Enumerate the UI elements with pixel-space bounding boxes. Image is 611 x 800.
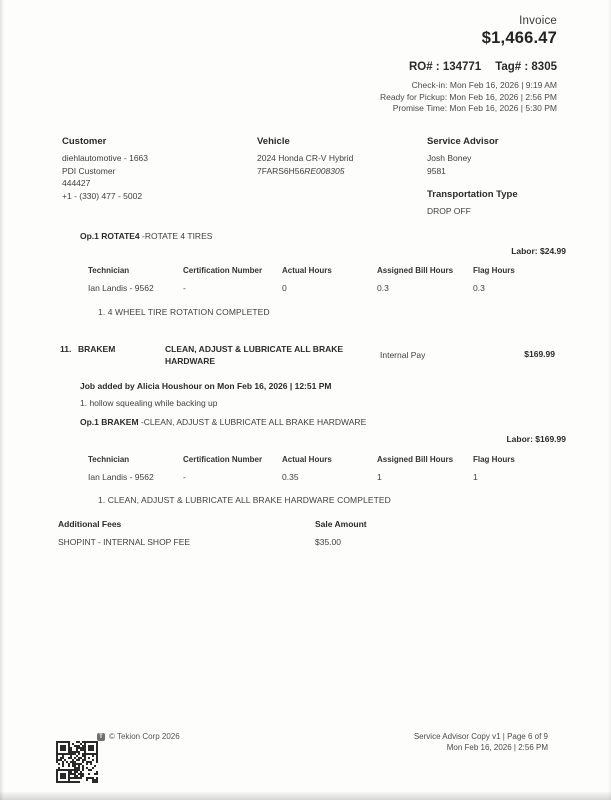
column-header-actual-hours: Actual Hours (282, 455, 332, 464)
rotate-op-code: Op.1 ROTATE4 (80, 231, 140, 241)
ready-for-pickup-time: Ready for Pickup: Mon Feb 16, 2026 | 2:56 PM (379, 91, 557, 102)
job-price: $169.99 (524, 349, 555, 359)
flag-hours-cell: 0.3 (473, 283, 485, 293)
job-description: CLEAN, ADJUST & LUBRICATE ALL BRAKE HARDWARE (165, 344, 344, 366)
column-header-flag-hours: Flag Hours (473, 455, 515, 464)
fee-amount: $35.00 (315, 537, 341, 547)
certification-cell: - (183, 283, 186, 293)
column-header-technician: Technician (88, 455, 130, 464)
job-op-code: BRAKEM (78, 344, 116, 354)
brake-labor-amount: Labor: $169.99 (506, 434, 566, 444)
customer-account: diehlautomotive - 1663 (62, 153, 149, 163)
actual-hours-cell: 0 (282, 283, 287, 293)
copy-version-page: Service Advisor Copy v1 | Page 6 of 9 (413, 732, 548, 741)
technician-cell: Ian Landis - 9562 (88, 283, 154, 293)
column-header-certification: Certification Number (183, 266, 263, 275)
vehicle-model: 2024 Honda CR-V Hybrid (257, 153, 354, 163)
document-type: Invoice (519, 15, 557, 27)
job-pay-type: Internal Pay (380, 350, 426, 360)
printed-timestamp: Mon Feb 16, 2026 | 2:56 PM (446, 743, 548, 752)
job-added-by-line: Job added by Alicia Houshour on Mon Feb 16, 2026 | 12:51 PM (80, 381, 332, 391)
checkin-time: Check-in: Mon Feb 16, 2026 | 9:19 AM (411, 80, 557, 90)
column-header-assigned-bill-hours: Assigned Bill Hours (377, 455, 454, 464)
vin-suffix: RE008305 (304, 165, 345, 176)
rotate-story-line: 1. 4 WHEEL TIRE ROTATION COMPLETED (98, 307, 270, 317)
brake-labor-table (88, 455, 573, 482)
brake-op-line (80, 417, 366, 427)
customer-block (62, 136, 148, 202)
invoice-total: $1,466.47 (481, 29, 557, 47)
column-header-flag-hours: Flag Hours (473, 266, 515, 275)
scan-edge-left (0, 0, 4, 800)
flag-hours-cell: 1 (473, 472, 478, 482)
copyright-text: © Tekion Corp 2026 (109, 732, 180, 741)
brake-story-line: 1. CLEAN, ADJUST & LUBRICATE ALL BRAKE HARDWARE COMPLETED (98, 495, 391, 505)
rotate-labor-table (88, 266, 573, 293)
certification-cell: - (183, 472, 186, 482)
fee-name: SHOPINT - INTERNAL SHOP FEE (58, 537, 191, 547)
invoice-header (380, 15, 557, 115)
service-advisor-name: Josh Boney (427, 153, 472, 163)
service-advisor-id: 9581 (427, 165, 446, 176)
job-line-number: 11. (60, 344, 72, 354)
service-advisor-title: Service Advisor (427, 136, 499, 147)
qr-code (56, 741, 98, 783)
assigned-bill-hours-cell: 1 (377, 472, 382, 482)
rotate-op-desc: -ROTATE 4 TIRES (139, 231, 213, 241)
promise-time: Promise Time: Mon Feb 16, 2026 | 5:30 PM (392, 103, 557, 113)
brake-op-desc: -CLEAN, ADJUST & LUBRICATE ALL BRAKE HARDWARE (138, 417, 367, 427)
transportation-title: Transportation Type (427, 189, 518, 201)
actual-hours-cell: 0.35 (282, 472, 299, 482)
ro-number: RO# : 134771 (408, 61, 482, 73)
job-concern-line: 1. hollow squealing while backing up (80, 398, 218, 408)
vehicle-title: Vehicle (257, 136, 290, 147)
customer-name: PDI Customer (62, 165, 116, 176)
vehicle-block (257, 136, 353, 177)
tekion-brand (97, 732, 180, 741)
vin-prefix: 7FARS6H56 (257, 165, 305, 176)
transportation-block (427, 189, 518, 218)
transportation-value: DROP OFF (427, 206, 471, 217)
rotate-op-line (80, 231, 212, 241)
rotate-labor-amount: Labor: $24.99 (511, 246, 566, 256)
ro-tag-line (380, 61, 557, 73)
scan-edge-bottom (0, 792, 611, 800)
additional-fees-title: Additional Fees (58, 519, 122, 529)
service-advisor-block (427, 136, 518, 218)
assigned-bill-hours-cell: 0.3 (377, 283, 389, 293)
column-header-actual-hours: Actual Hours (282, 266, 332, 275)
technician-cell: Ian Landis - 9562 (88, 472, 154, 482)
customer-phone: +1 - (330) 477 - 5002 (62, 190, 143, 201)
footer-page-info (414, 731, 548, 753)
customer-title: Customer (62, 136, 107, 147)
brake-op-code: Op.1 BRAKEM (80, 417, 139, 427)
column-header-assigned-bill-hours: Assigned Bill Hours (377, 266, 454, 275)
customer-number: 444427 (62, 178, 91, 189)
tekion-logo-icon: T (97, 733, 105, 741)
column-header-certification: Certification Number (183, 455, 263, 464)
column-header-technician: Technician (88, 266, 130, 275)
vehicle-vin (257, 165, 353, 178)
tag-number: Tag# : 8305 (495, 61, 557, 73)
sale-amount-header: Sale Amount (315, 519, 367, 529)
